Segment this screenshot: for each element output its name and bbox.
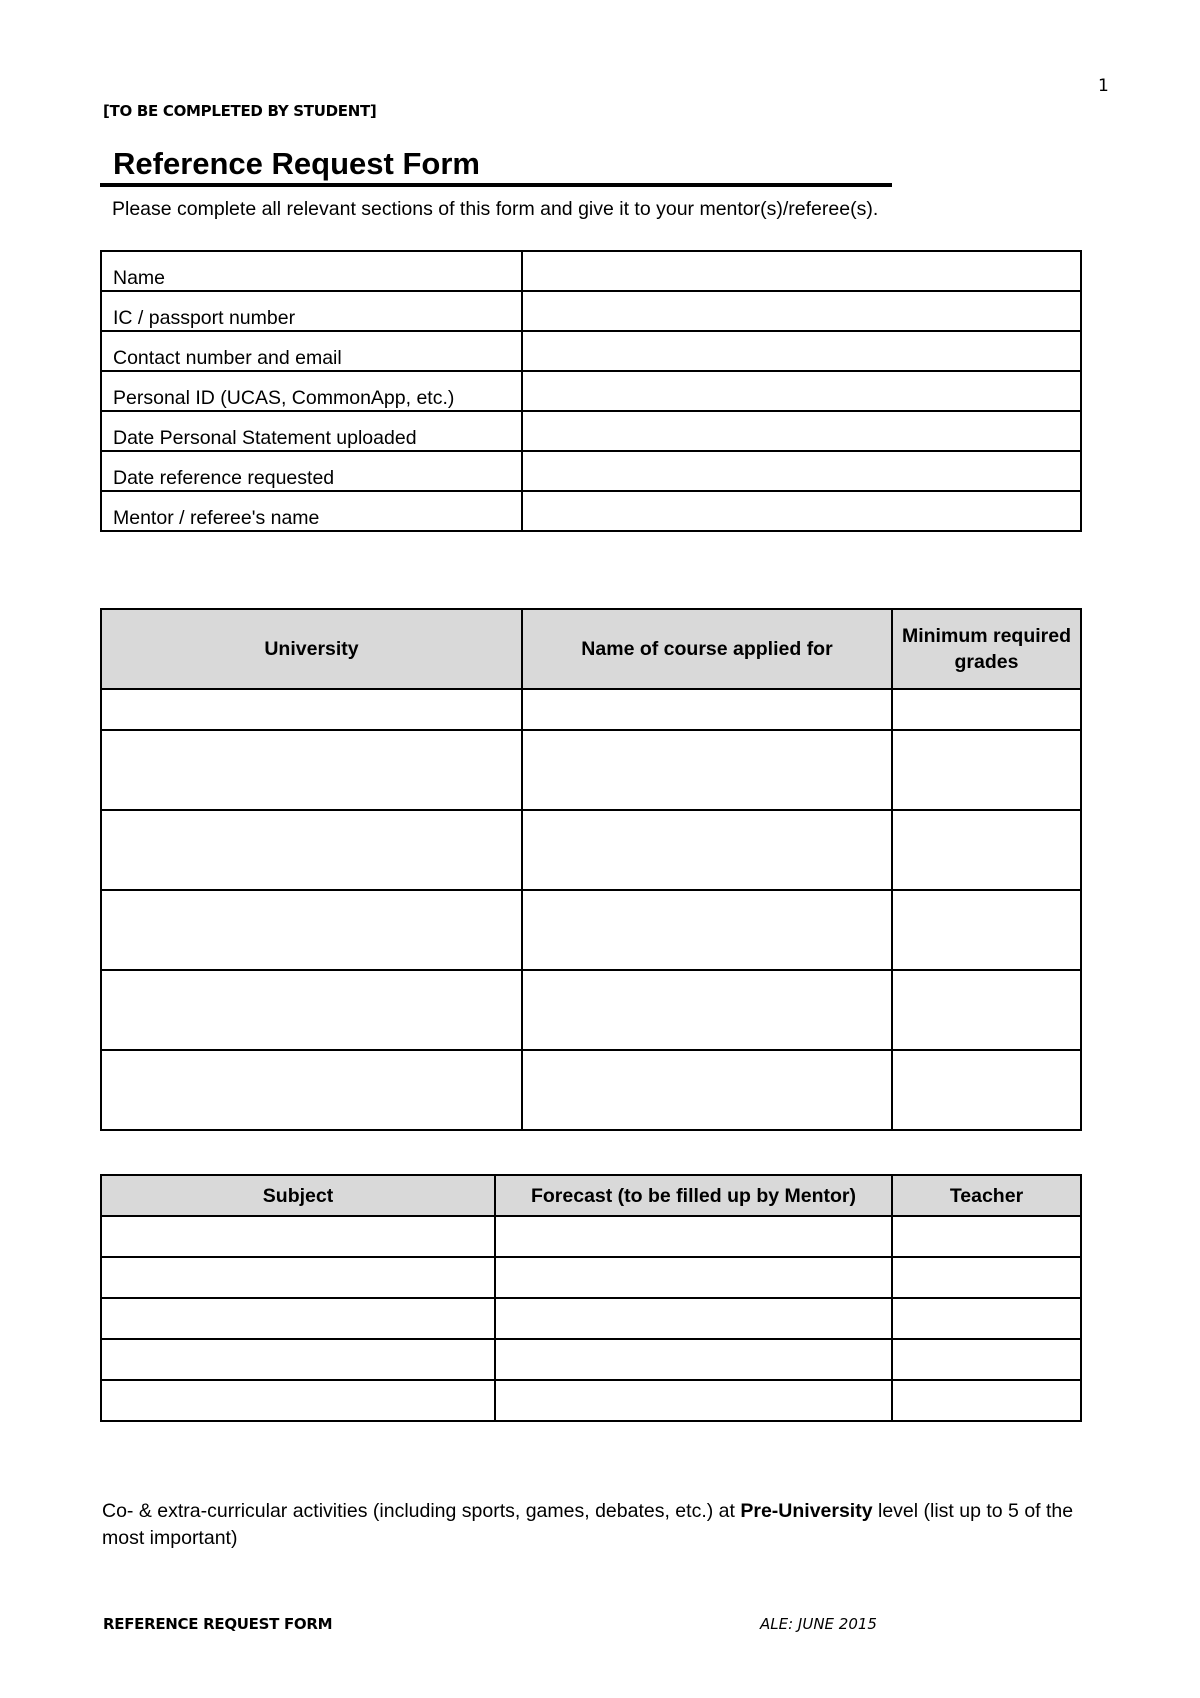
table-row: [101, 291, 1081, 331]
course-cell[interactable]: [522, 970, 892, 1050]
forecast-cell[interactable]: [495, 1380, 892, 1421]
table-row: [101, 1216, 1081, 1257]
name-label: Name: [101, 251, 522, 291]
university-cell[interactable]: [101, 689, 522, 730]
activities-prefix: Co- & extra-curricular activities (including sports, games, debates, etc.) at: [102, 1500, 741, 1522]
grades-header: Minimum required grades: [892, 609, 1081, 689]
table-row: [101, 371, 1081, 411]
table-row: [101, 331, 1081, 371]
passport-field[interactable]: [522, 291, 1081, 331]
forecast-header: Forecast (to be filled up by Mentor): [495, 1175, 892, 1216]
teacher-cell[interactable]: [892, 1257, 1081, 1298]
name-field[interactable]: [522, 251, 1081, 291]
course-cell[interactable]: [522, 689, 892, 730]
subject-cell[interactable]: [101, 1380, 495, 1421]
subject-cell[interactable]: [101, 1257, 495, 1298]
table-row: [101, 1339, 1081, 1380]
statement-date-label: Date Personal Statement uploaded: [101, 411, 522, 451]
request-date-label: Date reference requested: [101, 451, 522, 491]
table-row: [101, 1298, 1081, 1339]
table-row: [101, 1257, 1081, 1298]
applications-table: [100, 608, 1082, 1131]
page-number: 1: [1098, 76, 1109, 96]
teacher-cell[interactable]: [892, 1380, 1081, 1421]
table-header-row: [101, 1175, 1081, 1216]
table-row: [101, 411, 1081, 451]
course-cell[interactable]: [522, 810, 892, 890]
request-date-field[interactable]: [522, 451, 1081, 491]
activities-suffix: level (list up to 5 of the most important): [102, 1500, 1074, 1549]
table-row: [101, 1050, 1081, 1130]
table-row: [101, 890, 1081, 970]
table-row: [101, 491, 1081, 531]
subject-cell[interactable]: [101, 1339, 495, 1380]
university-header: University: [101, 609, 522, 689]
teacher-cell[interactable]: [892, 1298, 1081, 1339]
activities-emphasis: Pre-University: [740, 1500, 873, 1522]
course-cell[interactable]: [522, 730, 892, 810]
subject-cell[interactable]: [101, 1216, 495, 1257]
title-underline: [100, 183, 892, 187]
intro-text: Please complete all relevant sections of this form and give it to your mentor(s)/referee(s).: [112, 198, 879, 220]
grades-cell[interactable]: [892, 1050, 1081, 1130]
student-details-table: [100, 250, 1082, 532]
table-row: [101, 689, 1081, 730]
course-cell[interactable]: [522, 890, 892, 970]
referee-field[interactable]: [522, 491, 1081, 531]
forecast-cell[interactable]: [495, 1298, 892, 1339]
table-header-row: [101, 609, 1081, 689]
grades-cell[interactable]: [892, 810, 1081, 890]
subject-header: Subject: [101, 1175, 495, 1216]
referee-label: Mentor / referee's name: [101, 491, 522, 531]
forecast-cell[interactable]: [495, 1339, 892, 1380]
grades-cell[interactable]: [892, 890, 1081, 970]
personal-id-field[interactable]: [522, 371, 1081, 411]
footer-form-name: REFERENCE REQUEST FORM: [103, 1615, 333, 1633]
teacher-header: Teacher: [892, 1175, 1081, 1216]
table-row: [101, 810, 1081, 890]
forecast-cell[interactable]: [495, 1216, 892, 1257]
statement-date-field[interactable]: [522, 411, 1081, 451]
forecast-cell[interactable]: [495, 1257, 892, 1298]
table-row: [101, 970, 1081, 1050]
course-cell[interactable]: [522, 1050, 892, 1130]
completion-instruction: [TO BE COMPLETED BY STUDENT]: [103, 102, 377, 120]
contact-field[interactable]: [522, 331, 1081, 371]
contact-label: Contact number and email: [101, 331, 522, 371]
table-row: [101, 1380, 1081, 1421]
university-cell[interactable]: [101, 1050, 522, 1130]
grades-cell[interactable]: [892, 970, 1081, 1050]
teacher-cell[interactable]: [892, 1339, 1081, 1380]
university-cell[interactable]: [101, 810, 522, 890]
activities-prompt: [102, 1498, 1092, 1552]
personal-id-label: Personal ID (UCAS, CommonApp, etc.): [101, 371, 522, 411]
footer-version: ALE: JUNE 2015: [760, 1615, 877, 1633]
subject-cell[interactable]: [101, 1298, 495, 1339]
grades-cell[interactable]: [892, 730, 1081, 810]
passport-label: IC / passport number: [101, 291, 522, 331]
university-cell[interactable]: [101, 970, 522, 1050]
table-row: [101, 730, 1081, 810]
subjects-table: [100, 1174, 1082, 1422]
table-row: [101, 251, 1081, 291]
teacher-cell[interactable]: [892, 1216, 1081, 1257]
page-title: Reference Request Form: [113, 146, 480, 181]
university-cell[interactable]: [101, 730, 522, 810]
grades-cell[interactable]: [892, 689, 1081, 730]
course-header: Name of course applied for: [522, 609, 892, 689]
university-cell[interactable]: [101, 890, 522, 970]
table-row: [101, 451, 1081, 491]
